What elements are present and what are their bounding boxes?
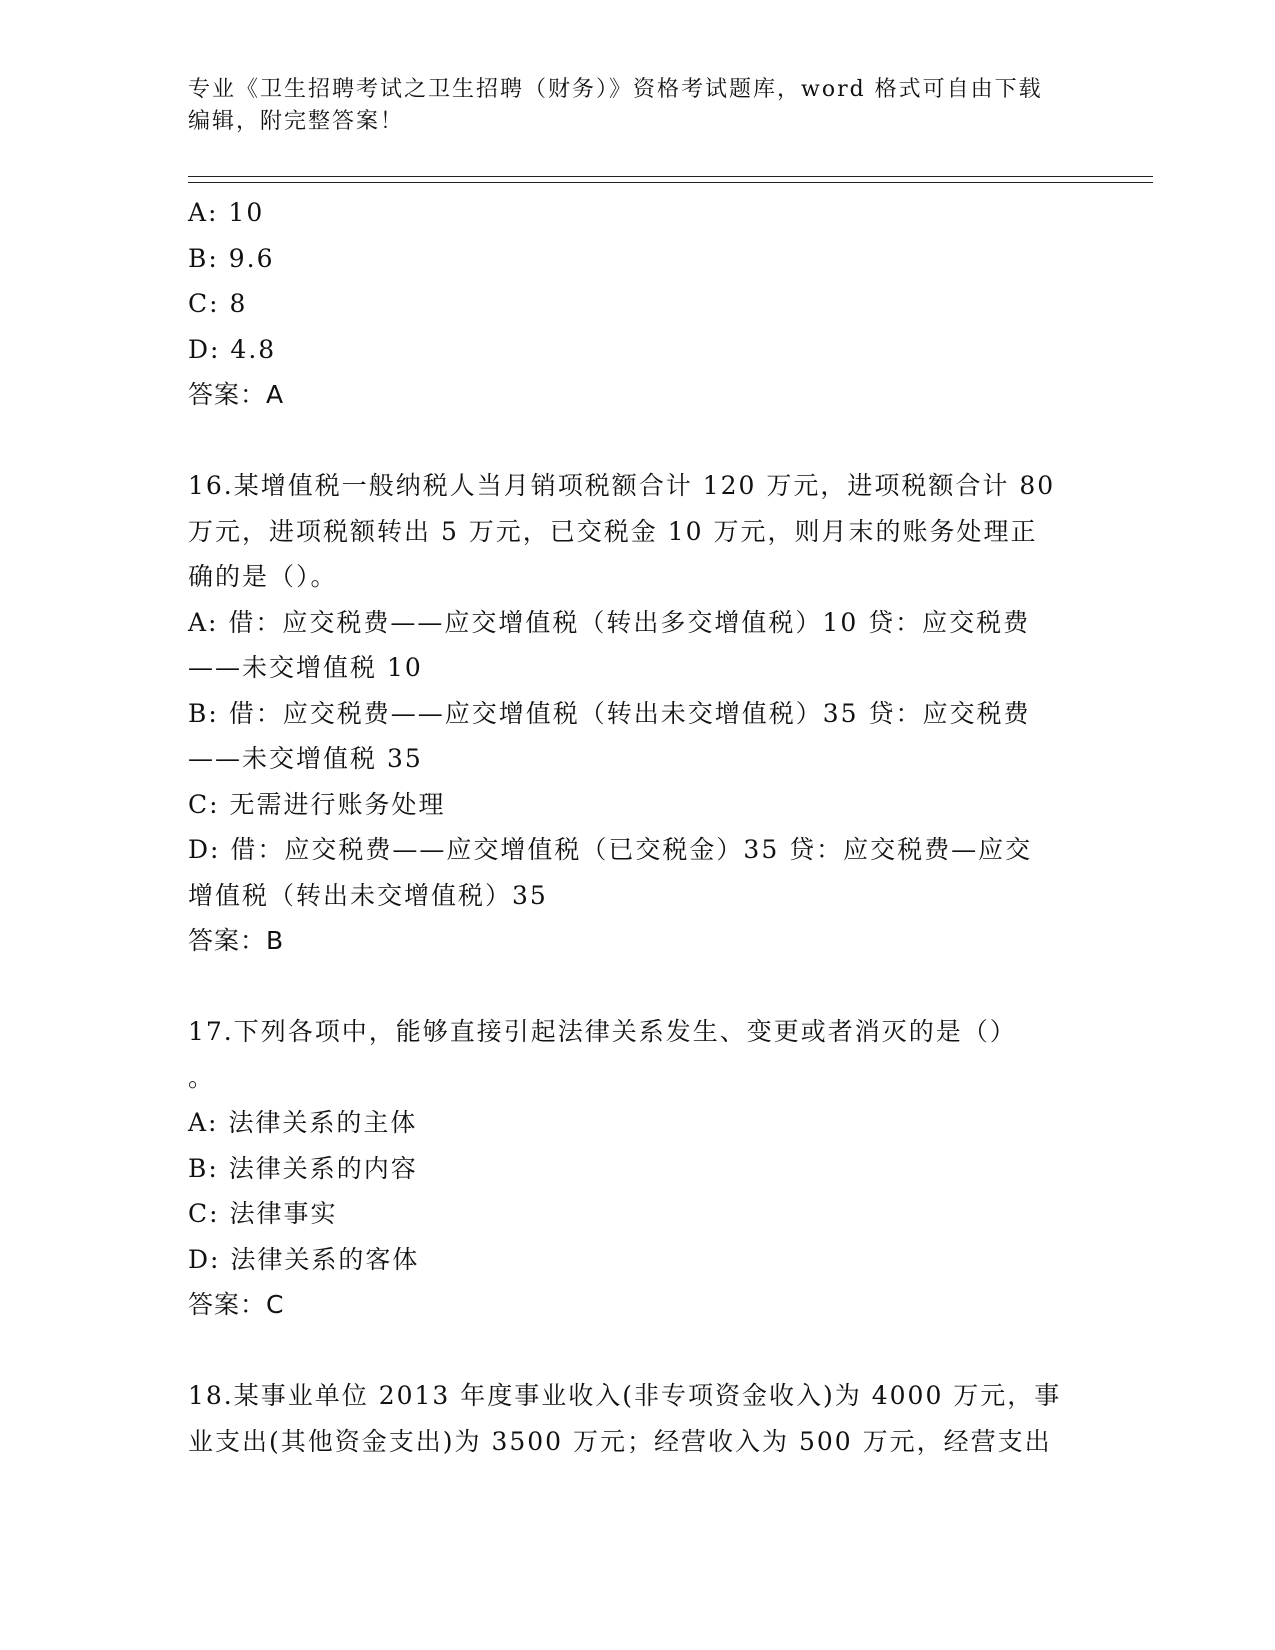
option-c: C: 无需进行账务处理 bbox=[188, 789, 446, 819]
option-b-continued: ——未交增值税 35 bbox=[188, 744, 423, 773]
question-stem-line: 16.某增值税一般纳税人当月销项税额合计 120 万元，进项税额合计 80 bbox=[188, 471, 1056, 500]
header-divider-bottom bbox=[188, 182, 1153, 183]
option-a: A: 借：应交税费——应交增值税（转出多交增值税）10 贷：应交税费 bbox=[188, 607, 1031, 637]
option-c: C: 8 bbox=[188, 289, 248, 318]
option-d: D: 借：应交税费——应交增值税（已交税金）35 贷：应交税费—应交 bbox=[188, 835, 1033, 864]
option-d-continued: 增值税（转出未交增值税）35 bbox=[188, 880, 548, 910]
option-a: A: 法律关系的主体 bbox=[188, 1108, 418, 1137]
question-18 bbox=[188, 1373, 1088, 1464]
answer: 答案：B bbox=[188, 926, 285, 955]
option-a: A: 10 bbox=[188, 198, 265, 227]
answer: 答案：A bbox=[188, 380, 285, 409]
header-line-2: 编辑，附完整答案！ bbox=[188, 109, 405, 134]
option-d: D: 4.8 bbox=[188, 334, 277, 364]
question-stem-line: 17.下列各项中，能够直接引起法律关系发生、变更或者消灭的是（） bbox=[188, 1017, 1017, 1046]
spacer bbox=[188, 964, 1088, 1010]
question-stem-line: 确的是（）。 bbox=[188, 562, 338, 591]
header-divider-top bbox=[188, 176, 1153, 177]
question-stem-line: 。 bbox=[188, 1062, 216, 1092]
question-content bbox=[188, 190, 1088, 1464]
question-17 bbox=[188, 1009, 1088, 1328]
option-b: B: 9.6 bbox=[188, 243, 275, 273]
option-b: B: 借：应交税费——应交增值税（转出未交增值税）35 贷：应交税费 bbox=[188, 698, 1031, 728]
answer: 答案：C bbox=[188, 1290, 285, 1319]
question-15 bbox=[188, 190, 1088, 418]
spacer bbox=[188, 1328, 1088, 1374]
option-c: C: 法律事实 bbox=[188, 1199, 338, 1228]
question-16 bbox=[188, 463, 1088, 964]
question-stem-line: 业支出(其他资金支出)为 3500 万元；经营收入为 500 万元，经营支出 bbox=[188, 1426, 1052, 1456]
question-stem-line: 18.某事业单位 2013 年度事业收入(非专项资金收入)为 4000 万元，事 bbox=[188, 1381, 1062, 1410]
question-stem-line: 万元，进项税额转出 5 万元，已交税金 10 万元，则月末的账务处理正 bbox=[188, 516, 1038, 546]
option-d: D: 法律关系的客体 bbox=[188, 1244, 420, 1274]
option-b: B: 法律关系的内容 bbox=[188, 1153, 418, 1183]
header-line-1: 专业《卫生招聘考试之卫生招聘（财务）》资格考试题库，word 格式可自由下载 bbox=[188, 77, 1043, 102]
document-header bbox=[188, 74, 1088, 138]
option-a-continued: ——未交增值税 10 bbox=[188, 653, 423, 682]
spacer bbox=[188, 418, 1088, 464]
